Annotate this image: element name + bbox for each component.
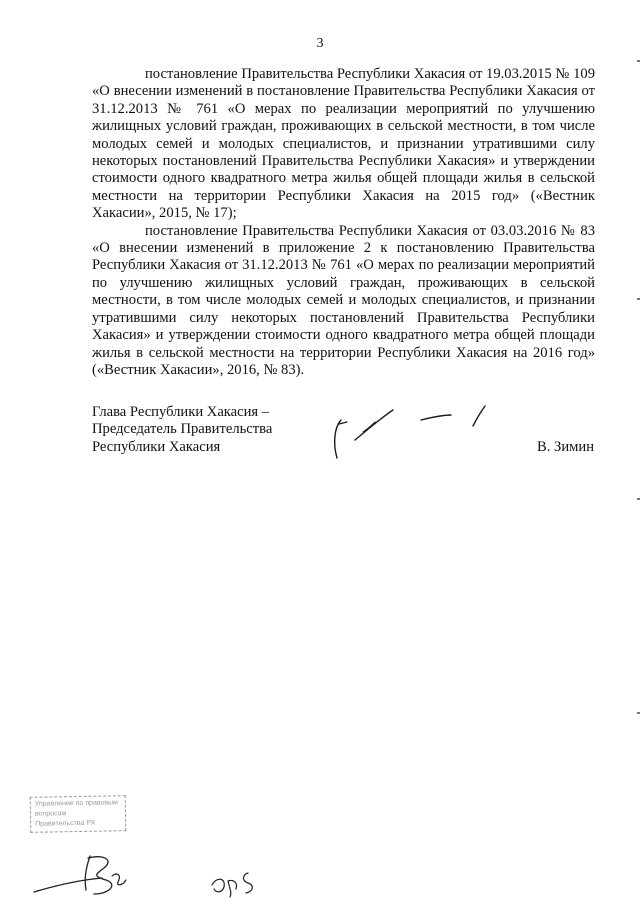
handwritten-signature xyxy=(325,400,495,465)
stamp-line: вопросам xyxy=(34,810,67,818)
stamp-line: Управление по правовым xyxy=(34,799,119,808)
signatory-name: В. Зимин xyxy=(537,439,595,455)
signatory-title-line: Республики Хакасия xyxy=(92,438,221,455)
handwritten-initials xyxy=(30,846,160,902)
approval-stamp xyxy=(30,795,127,833)
paragraph: постановление Правительства Республики Хакасия от 03.03.2016 № 83 «О внесении изменений в приложение 2 к постановлению Правительства Республики Хакасия от 31.12.2013 № 761 «О мерах по реализации мероприятий по улучшению жилищных условий граждан, проживающих в сельской местности, в том числе молодых семей и молодых специалистов, и признании утратившими силу некоторых постановлений Правительства Республики Хакасия» и утверждении стоимости одного квадратного метра общей площади жилья в сельской местности на территории Республики Хакасия на 2016 год» («Вестник Хакасии», 2016, № 83). xyxy=(92,222,595,378)
handwritten-mark xyxy=(208,863,268,899)
signatory-title-line: Председатель Правительства xyxy=(92,421,273,438)
signatory-title-line: Глава Республики Хакасия – xyxy=(92,404,270,420)
signatory-title xyxy=(92,404,272,456)
paragraph: постановление Правительства Республики Хакасия от 19.03.2015 № 109 «О внесении изменений в постановление Правительства Республики Хакасия от 31.12.2013 № 761 «О мерах по реализации мероприятий по улучшению жилищных условий граждан, проживающих в сельской местности, в том числе молодых семей и молодых специалистов, и признании утратившими силу некоторых постановлений Правительства Республики Хакасия» и утверждении стоимости одного квадратного метра жилья общей площади жилья в сельской местности на территории Республики Хакасия на 2015 год» («Вестник Хакасии», 2015, № 17); xyxy=(92,66,595,222)
stamp-line: Правительства РХ xyxy=(35,819,96,828)
document-body xyxy=(92,66,595,379)
page-number: 3 xyxy=(316,36,324,51)
